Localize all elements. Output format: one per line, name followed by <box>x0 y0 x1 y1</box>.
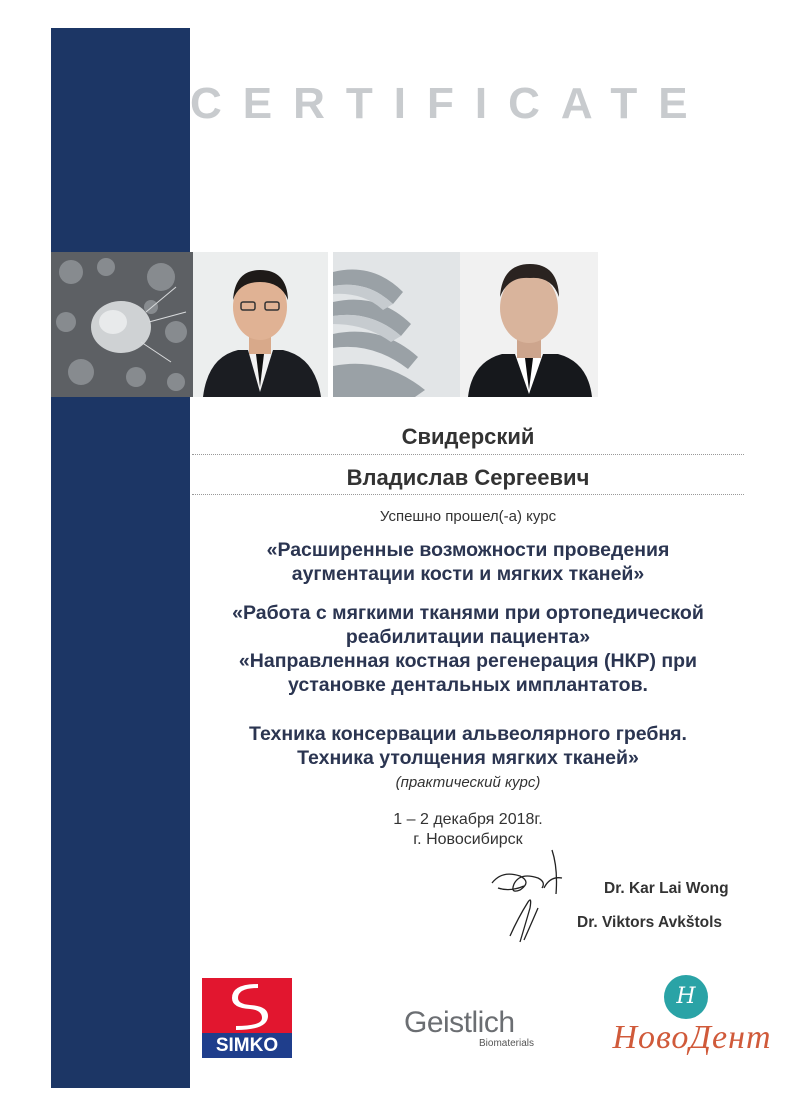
course-line: аугментации кости и мягких тканей» <box>291 563 645 585</box>
signer-name-2: Dr. Viktors Avkštols <box>577 914 723 931</box>
course-block-3 <box>192 722 744 770</box>
course-line: установке дентальных имплантатов. <box>288 674 648 696</box>
course-block-1 <box>192 538 744 586</box>
portrait-photo-1 <box>193 252 328 397</box>
completed-course-text: Успешно прошел(-а) курс <box>379 508 557 525</box>
name-underline-2 <box>192 494 744 495</box>
cell-micrograph-image <box>51 252 193 397</box>
signature-image <box>480 848 590 953</box>
name-underline-1 <box>192 454 744 455</box>
signer-name-1: Dr. Kar Lai Wong <box>604 880 729 897</box>
geistlich-sub: Biomaterials <box>479 1038 535 1049</box>
course-line: «Расширенные возможности проведения <box>266 539 670 561</box>
course-date-location <box>192 810 744 850</box>
simko-logo <box>202 978 292 1058</box>
geistlich-logo <box>404 1006 535 1049</box>
course-line: «Направленная костная регенерация (НКР) при <box>238 650 698 672</box>
course-type: (практический курс) <box>395 774 541 791</box>
course-line: «Работа с мягкими тканями при ортопедической <box>232 602 704 624</box>
recipient-surname: Свидерский <box>401 424 535 449</box>
course-date: 1 – 2 декабря 2018г. <box>393 811 543 828</box>
course-line: Техника утолщения мягких тканей» <box>297 747 639 769</box>
certificate-title: CERTIFICATE <box>190 79 709 128</box>
course-line: Техника консервации альвеолярного гребня. <box>249 723 687 745</box>
novodent-logo <box>604 975 780 1065</box>
course-city: г. Новосибирск <box>413 831 523 848</box>
side-band <box>51 28 190 1088</box>
geistlich-name: Geistlich <box>404 1006 515 1039</box>
course-line: реабилитации пациента» <box>345 626 591 648</box>
novodent-mark: Н <box>664 975 708 1019</box>
recipient-given-names: Владислав Сергеевич <box>346 465 590 490</box>
novodent-name: НовоДент <box>612 1019 772 1056</box>
portrait-photo-2 <box>460 252 598 397</box>
simko-label: SIMKO <box>202 1033 292 1058</box>
implant-screw-image <box>333 252 460 397</box>
course-block-2 <box>192 601 744 697</box>
